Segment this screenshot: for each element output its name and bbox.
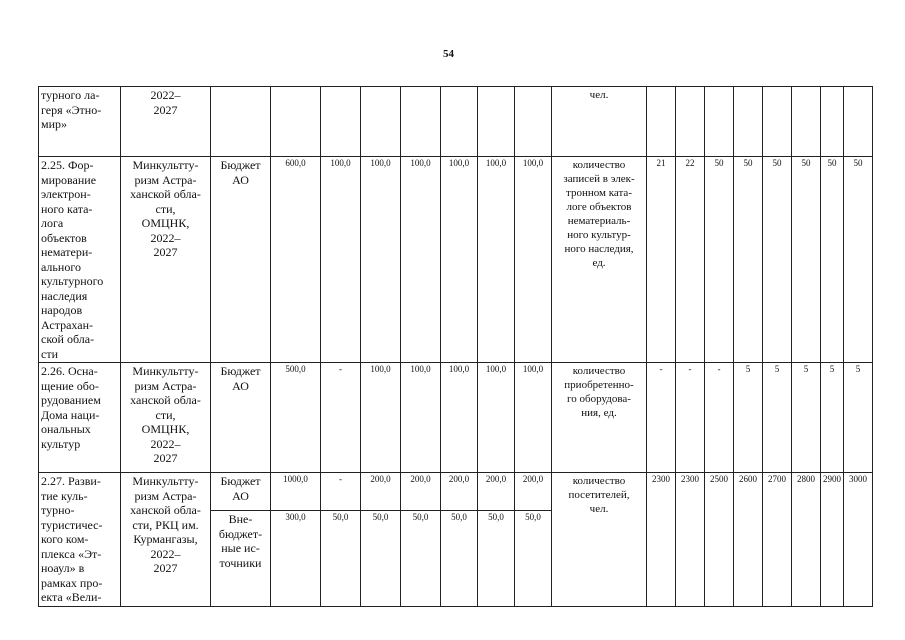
measure-name-line: мирование [41,172,97,187]
funding-value-cell: - [321,363,361,473]
funding-value-cell [271,87,321,157]
result-value-cell: 5 [844,363,873,473]
result-value-cell: 2300 [647,473,676,607]
executor-line: ханской обла- [130,503,201,517]
indicator-cell [552,473,647,607]
funding-source-cell [211,511,271,607]
funding-source-line: АО [232,378,249,393]
result-value-cell: 3000 [844,473,873,607]
executor-line: Минкульттy- [132,474,199,488]
funding-value-cell: 200,0 [478,473,515,511]
executor-line: 2027 [153,561,178,575]
executor-line: 2027 [153,451,178,465]
indicator-cell [552,87,647,157]
result-value-cell: 2700 [763,473,792,607]
funding-value-cell: 100,0 [361,363,401,473]
funding-value-cell: 500,0 [271,363,321,473]
funding-value-cell: 50,0 [401,511,441,607]
executor-line: 2022– [150,436,181,451]
funding-source-line: ные ис- [221,541,260,555]
funding-value-cell: 50,0 [441,511,478,607]
funding-value-cell [361,87,401,157]
funding-value-cell: 100,0 [441,157,478,363]
measure-name-line: народов [41,303,83,317]
indicator-line: ного наследия, [564,243,634,255]
measure-name-line: 2.27. Разви- [41,474,101,488]
measure-name-line: ональных [41,422,91,436]
executor-cell [121,363,211,473]
funding-value-cell: 100,0 [515,363,552,473]
indicator-line: количество [572,365,626,377]
measure-name-line: ской обла- [41,332,95,346]
measure-name-line: турного ла- [41,88,100,102]
measure-name-line: Астрахан- [41,317,93,332]
executor-line: сти, [155,407,176,422]
table-row [39,363,873,473]
result-value-cell: 2900 [821,473,844,607]
indicator-line: тронном ката- [566,187,632,199]
funding-value-cell: 100,0 [441,363,478,473]
result-value-cell [763,87,792,157]
indicator-line: ед. [592,257,606,269]
executor-line: ризм Астра- [134,378,197,393]
funding-value-cell: 100,0 [401,157,441,363]
table-row [39,473,873,511]
result-value-cell: 5 [792,363,821,473]
executor-line: сти, [155,201,176,216]
funding-value-cell: 50,0 [321,511,361,607]
executor-line: 2022– [150,230,181,245]
indicator-line: ного культур- [567,229,631,241]
funding-source-cell [211,473,271,511]
measure-name-line: рамках про- [41,575,103,590]
result-value-cell [844,87,873,157]
executor-line: ОМЦНК, [141,216,190,230]
measure-name-line: Дома наци- [41,407,100,422]
executor-line: 2022– [150,546,181,561]
funding-source-line: Бюджет [220,474,261,488]
indicator-line: количество [572,475,626,487]
measure-name-line: лога [41,216,64,230]
result-value-cell: 5 [763,363,792,473]
measure-name-line: наследия [41,288,88,303]
measure-name-line: тие куль- [41,488,88,503]
indicator-line: записей в элек- [563,173,635,185]
funding-value-cell: 100,0 [478,363,515,473]
result-value-cell: - [647,363,676,473]
executor-line: Минкультту- [132,158,199,172]
funding-value-cell [441,87,478,157]
result-value-cell: 50 [821,157,844,363]
executor-line: ханской обла- [130,187,201,201]
indicator-line: го оборудова- [567,393,631,405]
result-value-cell: 50 [763,157,792,363]
executor-line: сти, РКЦ им. [132,517,199,532]
funding-source-cell [211,87,271,157]
result-value-cell: 2500 [705,473,734,607]
funding-value-cell: - [321,473,361,511]
executor-line: ризм Астра- [134,488,197,503]
measure-name-line: екта «Вели- [41,590,102,604]
executor-cell [121,473,211,607]
measure-name-line: турно- [41,503,75,517]
program-table [38,86,873,607]
executor-line: 2027 [153,102,178,117]
result-value-cell: 21 [647,157,676,363]
funding-value-cell: 100,0 [361,157,401,363]
executor-line: 2022– [150,88,181,102]
table-row [39,157,873,363]
indicator-line: количество [572,159,626,171]
result-value-cell: 50 [705,157,734,363]
result-value-cell: 2600 [734,473,763,607]
measure-name-line: электрон- [41,187,91,201]
funding-source-cell [211,157,271,363]
result-value-cell: 50 [792,157,821,363]
result-value-cell: 50 [844,157,873,363]
funding-source-line: бюджет- [218,526,263,541]
indicator-cell [552,363,647,473]
measure-name-cell [39,473,121,607]
funding-source-line: точники [219,555,262,570]
funding-value-cell: 200,0 [441,473,478,511]
funding-source-line: Бюджет [220,364,261,378]
funding-value-cell: 200,0 [361,473,401,511]
result-value-cell [676,87,705,157]
funding-value-cell: 200,0 [401,473,441,511]
funding-value-cell: 50,0 [478,511,515,607]
measure-name-line: щение обо- [41,378,99,393]
result-value-cell: 50 [734,157,763,363]
page-number: 54 [443,48,454,60]
funding-value-cell: 300,0 [271,511,321,607]
funding-value-cell: 100,0 [515,157,552,363]
indicator-line: посетителей, [568,489,630,501]
executor-cell [121,87,211,157]
funding-value-cell [321,87,361,157]
funding-value-cell [401,87,441,157]
indicator-cell [552,157,647,363]
result-value-cell: 22 [676,157,705,363]
result-value-cell [647,87,676,157]
funding-source-line: Бюджет [220,158,261,172]
measure-name-line: плекса «Эт- [41,546,102,561]
measure-name-line: объектов [41,230,87,245]
funding-source-line: Вне- [228,512,253,526]
result-value-cell: 5 [821,363,844,473]
result-value-cell [734,87,763,157]
result-value-cell: - [705,363,734,473]
funding-value-cell: 100,0 [478,157,515,363]
indicator-line: логе объектов [566,201,632,213]
executor-line: Минкульттy- [132,364,199,378]
measure-name-line: культур [41,436,81,451]
result-value-cell: 5 [734,363,763,473]
result-value-cell: 2300 [676,473,705,607]
measure-name-line: рудованием [41,393,101,407]
measure-name-line: 2.25. Фор- [41,158,94,172]
measure-name-line: геря «Этно- [41,102,102,117]
funding-value-cell [515,87,552,157]
funding-source-line: АО [232,488,249,503]
executor-line: Курмангазы, [133,532,198,546]
funding-source-line: АО [232,172,249,187]
funding-value-cell: 1000,0 [271,473,321,511]
funding-value-cell: 50,0 [361,511,401,607]
measure-name-line: мир» [41,117,68,131]
measure-name-cell [39,157,121,363]
funding-value-cell: 600,0 [271,157,321,363]
result-value-cell: 2800 [792,473,821,607]
measure-name-cell [39,87,121,157]
measure-name-line: кого ком- [41,532,89,546]
funding-value-cell [478,87,515,157]
executor-line: ОМЦНК, [141,422,190,436]
result-value-cell [821,87,844,157]
indicator-line: приобретенно- [564,379,634,391]
funding-value-cell: 200,0 [515,473,552,511]
indicator-line: нематериаль- [567,215,631,227]
indicator-line: чел. [589,89,609,101]
funding-value-cell: 50,0 [515,511,552,607]
measure-name-line: 2.26. Осна- [41,364,98,378]
measure-name-cell [39,363,121,473]
executor-line: ханской обла- [130,393,201,407]
measure-name-line: ноаул» в [41,561,85,575]
executor-line: ризм Астра- [134,172,197,187]
result-value-cell: - [676,363,705,473]
measure-name-line: ального [41,259,81,274]
funding-value-cell: 100,0 [321,157,361,363]
funding-value-cell: 100,0 [401,363,441,473]
measure-name-line: культурного [41,274,104,288]
executor-line: 2027 [153,245,178,259]
measure-name-line: туристичес- [41,517,103,532]
indicator-line: ния, ед. [581,407,617,419]
measure-name-line: нематери- [41,245,93,259]
measure-name-line: ного ката- [41,201,93,216]
executor-cell [121,157,211,363]
result-value-cell [792,87,821,157]
indicator-line: чел. [589,503,609,515]
result-value-cell [705,87,734,157]
table-row [39,87,873,157]
funding-source-cell [211,363,271,473]
measure-name-line: сти [41,346,58,361]
